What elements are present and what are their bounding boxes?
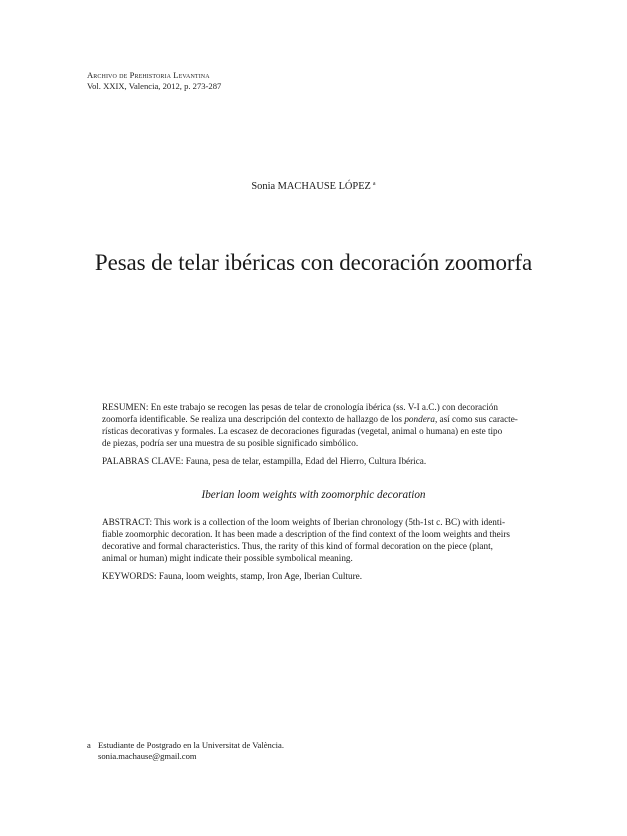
resumen-line: , así como sus caracte- [434,413,518,424]
author-name: Sonia MACHAUSE LÓPEZ [251,181,371,192]
journal-citation: Vol. XXIX, Valencia, 2012, p. 273-287 [87,80,222,91]
abstract-line: fiable zoomorphic decoration. It has been made a description of the find context of the loom weights and theirs [102,528,510,539]
resumen-block [102,402,525,468]
journal-header [87,70,221,91]
keywords: KEYWORDS: Fauna, loom weights, stamp, Iron Age, Iberian Culture. [102,570,363,581]
resumen-line: zoomorfa identificable. Se realiza una descripción del contexto de hallazgo de los [102,413,405,424]
author-line [0,181,627,192]
english-title: Iberian loom weights with zoomorphic decoration [201,489,426,501]
abstract-line: ABSTRACT: This work is a collection of the loom weights of Iberian chronology (5th-1st c. BC) with identi- [102,517,506,527]
resumen-line: de piezas, podría ser una muestra de su posible significado simbólico. [102,437,359,448]
abstract-block [102,517,525,583]
resumen-text [102,402,525,450]
resumen-italic-term: pondera [404,413,435,424]
footnote-affiliation: Estudiante de Postgrado en la Universitat de València. [98,740,284,750]
abstract-line: animal or human) might indicate their possible symbolical meaning. [102,552,353,563]
palabras-clave: PALABRAS CLAVE: Fauna, pesa de telar, estampilla, Edad del Hierro, Cultura Ibérica. [102,455,427,466]
footnote [87,740,284,762]
article-title: Pesas de telar ibéricas con decoración zoomorfa [94,250,533,275]
resumen-line: RESUMEN: En este trabajo se recogen las pesas de telar de cronología ibérica (ss. V-I a.C.) con decoración [102,402,498,412]
footnote-email: sonia.machause@gmail.com [98,751,197,761]
footnote-mark: a [87,740,91,750]
resumen-line: rísticas decorativas y formales. La escasez de decoraciones figuradas (vegetal, animal o humana) en este tipo [102,425,503,436]
abstract-line: decorative and formal characteristics. Thus, the rarity of this kind of formal decoration on the piece (plant, [102,540,493,551]
journal-name: Archivo de Prehistoria Levantina [87,70,210,80]
affiliation-mark: a [372,181,376,187]
abstract-text [102,517,525,565]
